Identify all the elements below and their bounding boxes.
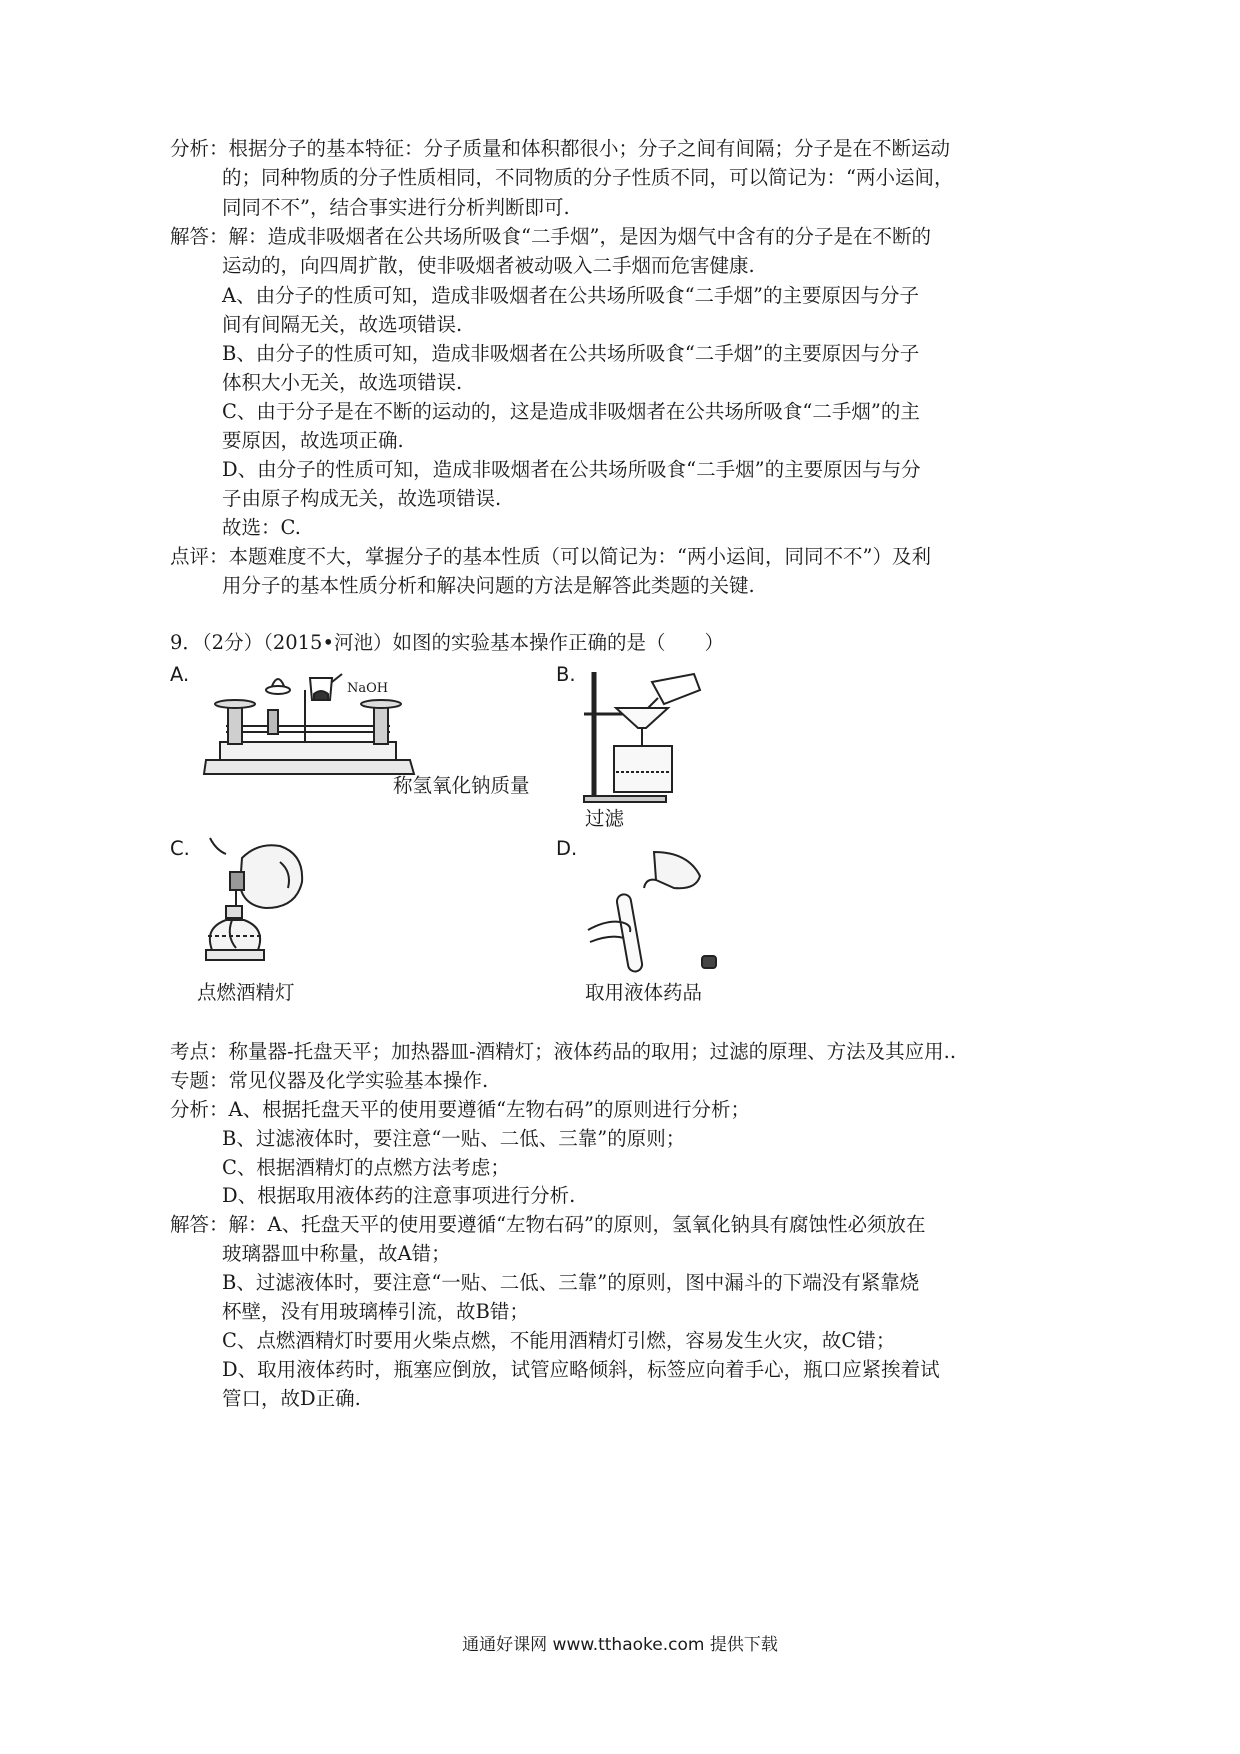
- answer-option-c-2: 要原因，故选项正确.: [222, 429, 404, 452]
- answer-option-b-2: 体积大小无关，故选项错误.: [222, 371, 463, 394]
- analysis2-line-3: C、根据酒精灯的点燃方法考虑；: [222, 1156, 510, 1179]
- answer-option-d-2: 子由原子构成无关，故选项错误.: [222, 487, 502, 510]
- option-c-label: C.: [170, 837, 190, 860]
- answer-option-a-1: A、由分子的性质可知，造成非吸烟者在公共场所吸食“二手烟”的主要原因与分子: [222, 284, 920, 307]
- answer2-line-4: 杯壁，没有用玻璃棒引流，故B错；: [222, 1300, 529, 1323]
- answer2-line-7: 管口，故D正确.: [222, 1387, 361, 1410]
- option-b-label: B.: [556, 663, 576, 686]
- comment-line-1: 点评：本题难度不大，掌握分子的基本性质（可以简记为：“两小运间，同同不不”）及利: [170, 545, 931, 568]
- answer2-line-1: 解答：解：A、托盘天平的使用要遵循“左物右码”的原则，氢氧化钠具有腐蚀性必须放在: [170, 1213, 926, 1236]
- answer-option-a-2: 间有间隔无关，故选项错误.: [222, 313, 463, 336]
- comment-line-2: 用分子的基本性质分析和解决问题的方法是解答此类题的关键.: [222, 574, 755, 597]
- caption-a: 称氢氧化钠质量: [393, 774, 530, 797]
- analysis-line-1: 分析：根据分子的基本特征：分子质量和体积都很小；分子之间有间隔；分子是在不断运动: [170, 137, 951, 160]
- page-footer: 通通好课网 www.tthaoke.com 提供下载: [462, 1635, 778, 1655]
- answer-line-1: 解答：解：造成非吸烟者在公共场所吸食“二手烟”，是因为烟气中含有的分子是在不断的: [170, 225, 931, 248]
- option-a-label: A.: [170, 663, 190, 686]
- analysis-line-2: 的；同种物质的分子性质相同，不同物质的分子性质不同，可以简记为：“两小运间，: [222, 166, 954, 189]
- caption-d: 取用液体药品: [585, 981, 703, 1004]
- liquid-pouring-figure: [584, 850, 724, 974]
- answer2-line-2: 玻璃器皿中称量，故A错；: [222, 1242, 451, 1265]
- zhuanti-line: 专题：常见仪器及化学实验基本操作.: [170, 1069, 489, 1092]
- analysis2-line-2: B、过滤液体时，要注意“一贴、二低、三靠”的原则；: [222, 1127, 686, 1150]
- answer-option-d-1: D、由分子的性质可知，造成非吸烟者在公共场所吸食“二手烟”的主要原因与与分: [222, 458, 921, 481]
- analysis2-line-4: D、根据取用液体药的注意事项进行分析.: [222, 1184, 576, 1207]
- kaodian-line: 考点：称量器-托盘天平；加热器皿-酒精灯；液体药品的取用；过滤的原理、方法及其应用..: [170, 1040, 957, 1063]
- answer-option-c-1: C、由于分子是在不断的运动的，这是造成非吸烟者在公共场所吸食“二手烟”的主: [222, 400, 920, 423]
- question-9-stem: 9．（2分）（2015•河池）如图的实验基本操作正确的是（ ）: [170, 631, 724, 654]
- answer-line-2: 运动的，向四周扩散，使非吸烟者被动吸入二手烟而危害健康.: [222, 254, 755, 277]
- answer2-line-6: D、取用液体药时，瓶塞应倒放，试管应略倾斜，标签应向着手心，瓶口应紧挨着试: [222, 1358, 940, 1381]
- answer-choice: 故选：C.: [222, 516, 301, 539]
- naoh-label: NaOH: [347, 681, 389, 696]
- answer-option-b-1: B、由分子的性质可知，造成非吸烟者在公共场所吸食“二手烟”的主要原因与分子: [222, 342, 920, 365]
- analysis2-line-1: 分析：A、根据托盘天平的使用要遵循“左物右码”的原则进行分析；: [170, 1098, 751, 1121]
- filtration-figure: [572, 668, 712, 806]
- analysis-line-3: 同同不不”，结合事实进行分析判断即可.: [222, 196, 570, 219]
- alcohol-lamp-figure: [196, 832, 316, 980]
- caption-c: 点燃酒精灯: [197, 981, 295, 1004]
- answer2-line-3: B、过滤液体时，要注意“一贴、二低、三靠”的原则，图中漏斗的下端没有紧靠烧: [222, 1271, 920, 1294]
- answer2-line-5: C、点燃酒精灯时要用火柴点燃，不能用酒精灯引燃，容易发生火灾，故C错；: [222, 1329, 896, 1352]
- option-d-label: D.: [556, 837, 578, 860]
- caption-b: 过滤: [585, 807, 625, 830]
